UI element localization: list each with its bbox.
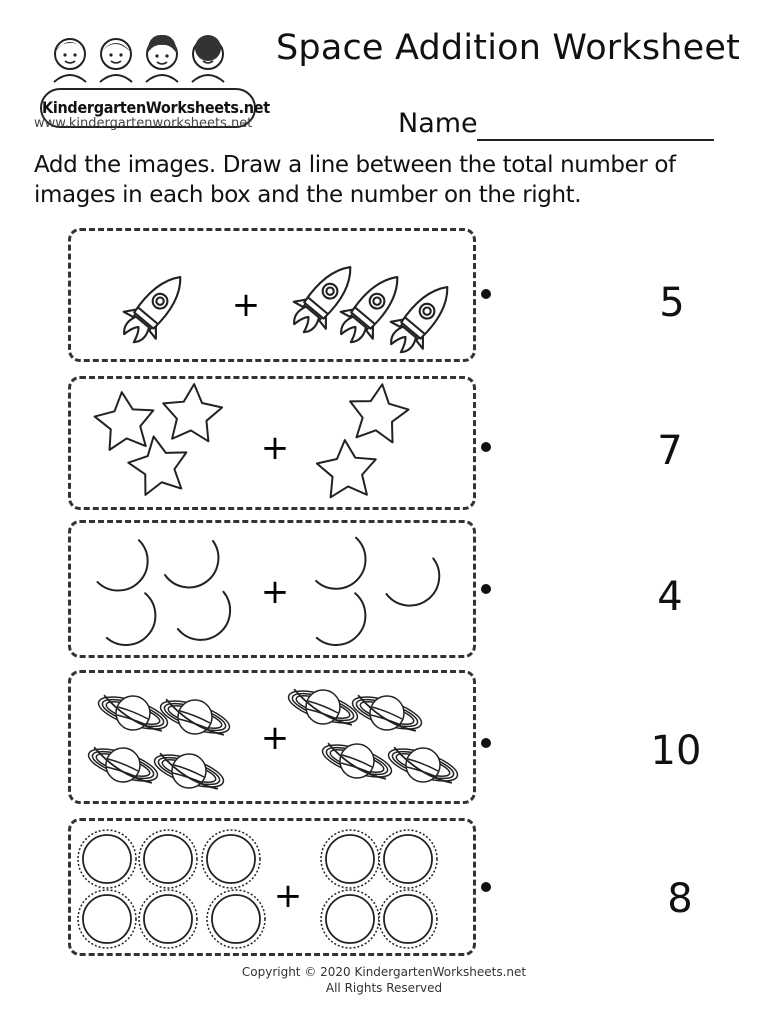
plus-sign: + xyxy=(260,428,290,468)
plus-sign: + xyxy=(231,285,261,325)
moon-icon xyxy=(385,558,440,606)
star-icon xyxy=(345,380,411,444)
image-box xyxy=(68,376,476,510)
planet-icon xyxy=(151,748,227,793)
moon-icon xyxy=(176,591,233,641)
site-logo xyxy=(34,24,270,117)
image-group xyxy=(71,821,479,959)
site-url: www.kindergartenworksheets.net xyxy=(34,116,253,131)
rocket-icon xyxy=(283,254,366,342)
sun-icon xyxy=(78,890,136,948)
planet-icon xyxy=(385,742,461,787)
sun-icon xyxy=(379,890,437,948)
instructions: Add the images. Draw a line between the total number of images in each box and the number on the right. xyxy=(34,152,676,208)
moon-icon xyxy=(165,541,218,587)
planet-icon xyxy=(85,742,161,787)
answer-number[interactable]: 7 xyxy=(657,428,683,474)
sun-icon xyxy=(321,830,379,888)
match-dot[interactable] xyxy=(481,289,491,299)
image-box xyxy=(68,670,476,804)
name-line[interactable] xyxy=(477,139,714,141)
problem-row-5 xyxy=(0,818,768,956)
planet-icon xyxy=(285,684,361,729)
image-box xyxy=(68,818,476,956)
moon-icon xyxy=(309,537,371,594)
planet-icon xyxy=(319,738,395,783)
image-group xyxy=(71,231,479,365)
match-dot[interactable] xyxy=(481,882,491,892)
sun-icon xyxy=(202,830,260,888)
page-title: Space Addition Worksheet xyxy=(276,28,741,68)
problem-row-1 xyxy=(0,228,768,362)
planet-icon xyxy=(95,690,171,735)
copyright-text: Copyright © 2020 KindergartenWorksheets.net xyxy=(241,965,527,979)
image-group xyxy=(71,673,479,807)
sun-icon xyxy=(78,830,136,888)
star-icon xyxy=(92,389,157,451)
sun-icon xyxy=(379,830,437,888)
plus-sign: + xyxy=(273,876,303,916)
plus-sign: + xyxy=(260,572,290,612)
footer xyxy=(0,964,768,996)
image-group xyxy=(71,379,479,513)
image-box xyxy=(68,228,476,362)
match-dot[interactable] xyxy=(481,738,491,748)
match-dot[interactable] xyxy=(481,584,491,594)
sun-icon xyxy=(139,830,197,888)
planet-icon xyxy=(349,690,425,735)
image-group xyxy=(71,523,479,661)
answer-number[interactable]: 10 xyxy=(650,728,702,774)
problem-row-2 xyxy=(0,376,768,510)
sun-icon xyxy=(321,890,379,948)
name-label: Name xyxy=(398,108,478,139)
logo-text: KindergartenWorksheets.net xyxy=(40,88,256,128)
rocket-icon xyxy=(113,264,196,352)
star-icon xyxy=(161,382,224,442)
answer-number[interactable]: 4 xyxy=(657,574,683,620)
rights-text: All Rights Reserved xyxy=(325,981,443,995)
moon-icon xyxy=(92,539,153,594)
image-box xyxy=(68,520,476,658)
match-dot[interactable] xyxy=(481,442,491,452)
kids-faces-icon xyxy=(34,24,260,94)
plus-sign: + xyxy=(260,718,290,758)
answer-number[interactable]: 8 xyxy=(667,876,693,922)
answer-number[interactable]: 5 xyxy=(659,280,685,326)
problem-row-3 xyxy=(0,520,768,658)
moon-icon xyxy=(99,592,162,650)
moon-icon xyxy=(309,592,372,650)
planet-icon xyxy=(157,694,233,739)
problem-row-4 xyxy=(0,670,768,804)
sun-icon xyxy=(207,890,265,948)
sun-icon xyxy=(139,890,197,948)
star-icon xyxy=(315,438,378,498)
